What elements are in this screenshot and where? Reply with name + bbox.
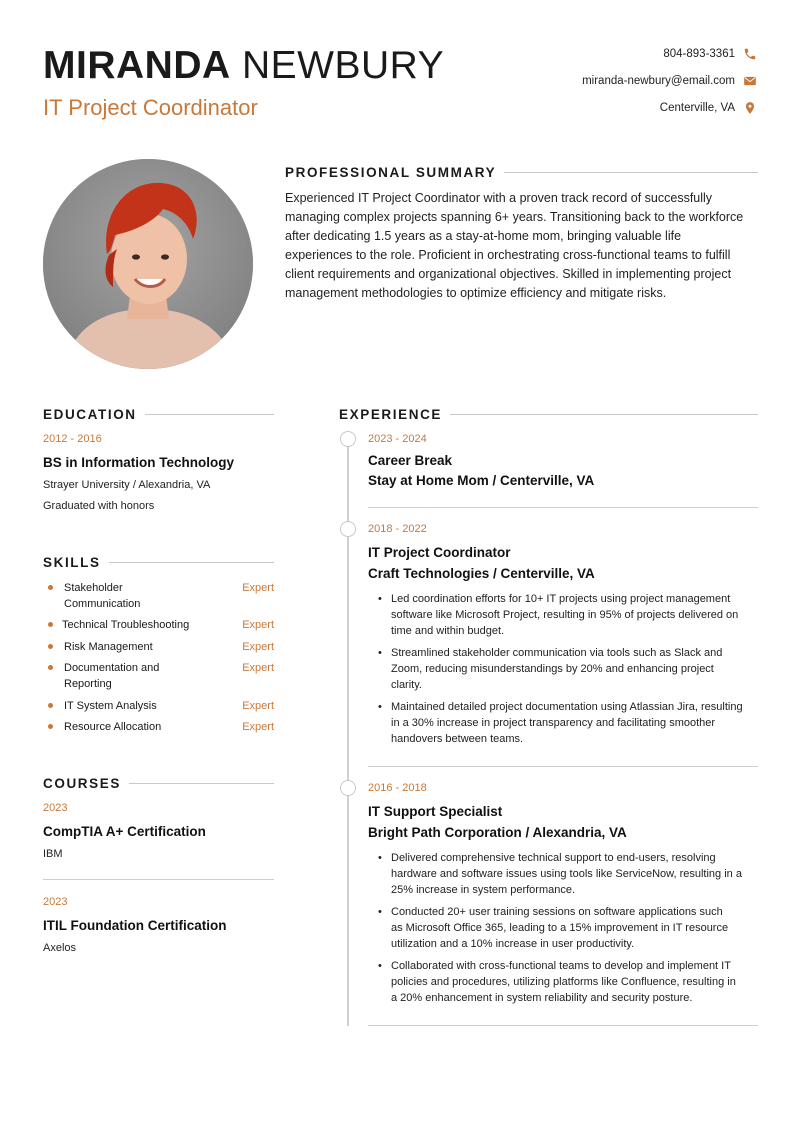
bullet-dot bbox=[48, 665, 53, 670]
bullet-line: • Streamlined stakeholder communication via tools such as Slack and bbox=[391, 647, 723, 659]
summary-line: management methodologies to optimize efficiency and mitigate risks. bbox=[285, 286, 667, 300]
skill-item bbox=[43, 698, 274, 719]
course-name: CompTIA A+ Certification bbox=[43, 824, 206, 839]
phone-icon bbox=[743, 47, 757, 61]
skill-level: Expert bbox=[242, 582, 274, 594]
candidate-name bbox=[43, 44, 444, 88]
skill-item bbox=[43, 639, 274, 660]
bullet-line: • Conducted 20+ user training sessions on software applications such bbox=[391, 906, 723, 918]
contact-location bbox=[497, 94, 757, 121]
skill-level: Expert bbox=[242, 641, 274, 653]
education-school: Strayer University / Alexandria, VA bbox=[43, 479, 211, 491]
summary-line: client requirements and organizational objectives. Skilled in implementing project bbox=[285, 267, 732, 281]
bullet-line: in a 30% increase in project transparency and facilitating smoother bbox=[391, 717, 716, 729]
education-degree: BS in Information Technology bbox=[43, 455, 234, 470]
job-bullet bbox=[378, 591, 758, 639]
summary-heading-text: PROFESSIONAL SUMMARY bbox=[285, 164, 497, 180]
job-dates: 2023 - 2024 bbox=[368, 433, 427, 445]
course-year: 2023 bbox=[43, 802, 68, 814]
location-pin-icon bbox=[743, 101, 757, 115]
job-bullets bbox=[378, 591, 758, 753]
timeline-node bbox=[340, 780, 356, 796]
contact-block bbox=[497, 40, 757, 121]
bullet-dot bbox=[48, 644, 53, 649]
job-dates: 2018 - 2022 bbox=[368, 523, 427, 535]
bullet-line: Zoom, reducing misunderstandings by 20% and enhancing project bbox=[391, 663, 714, 675]
skills-heading bbox=[43, 553, 274, 571]
course-provider: Axelos bbox=[43, 942, 77, 954]
job-bullet bbox=[378, 645, 758, 693]
email-text: miranda-newbury@email.com bbox=[582, 74, 735, 87]
course-provider: IBM bbox=[43, 848, 63, 860]
skill-name-cont: Reporting bbox=[64, 678, 112, 690]
skill-item bbox=[43, 617, 274, 639]
job-organization: Bright Path Corporation / Alexandria, VA bbox=[368, 825, 627, 840]
skill-name: Documentation and bbox=[64, 662, 160, 674]
job-title: IT Project Coordinator bbox=[43, 95, 258, 120]
skills-heading-rule bbox=[109, 562, 274, 563]
job-title: Career Break bbox=[368, 453, 453, 468]
skill-level: Expert bbox=[242, 700, 274, 712]
timeline-node bbox=[340, 431, 356, 447]
experience-heading-text: EXPERIENCE bbox=[339, 406, 443, 422]
bullet-line: • Delivered comprehensive technical support to end-users, resolving bbox=[391, 852, 716, 864]
skill-level: Expert bbox=[242, 619, 274, 631]
courses-heading bbox=[43, 774, 274, 792]
skill-item bbox=[43, 580, 274, 617]
summary-line: after dedicating 1.5 years as a stay-at-home mom, bringing valuable life bbox=[285, 229, 682, 243]
job-organization: Craft Technologies / Centerville, VA bbox=[368, 566, 595, 581]
job-bullet bbox=[378, 850, 758, 898]
job-organization: Stay at Home Mom / Centerville, VA bbox=[368, 473, 595, 488]
skill-name: Resource Allocation bbox=[64, 721, 162, 733]
profile-photo bbox=[43, 159, 253, 369]
job-bullet bbox=[378, 904, 758, 952]
last-name: NEWBURY bbox=[242, 44, 445, 87]
job-dates: 2016 - 2018 bbox=[368, 782, 427, 794]
skill-name: Risk Management bbox=[64, 641, 153, 653]
summary-heading bbox=[285, 163, 758, 181]
first-name: MIRANDA bbox=[43, 44, 231, 87]
summary-text bbox=[285, 189, 760, 303]
experience-heading-rule bbox=[450, 414, 758, 415]
job-title: IT Support Specialist bbox=[368, 804, 503, 819]
envelope-icon bbox=[743, 74, 757, 88]
bullet-line: time and within budget. bbox=[391, 625, 505, 637]
bullet-line: software like Microsoft Project, resulting in 95% of projects delivered on bbox=[391, 609, 739, 621]
course-year: 2023 bbox=[43, 896, 68, 908]
location-text: Centerville, VA bbox=[659, 101, 735, 114]
bullet-line: • Maintained detailed project documentation using Atlassian Jira, resulting bbox=[391, 701, 743, 713]
job-bullets bbox=[378, 850, 758, 1012]
skills-list bbox=[43, 580, 274, 740]
course-name: ITIL Foundation Certification bbox=[43, 918, 227, 933]
summary-heading-rule bbox=[504, 172, 758, 173]
courses-heading-rule bbox=[129, 783, 274, 784]
education-heading-text: EDUCATION bbox=[43, 406, 137, 422]
experience-heading bbox=[339, 405, 758, 423]
contact-email bbox=[497, 67, 757, 94]
bullet-line: clarity. bbox=[391, 679, 422, 691]
bullet-line: 25% increase in system performance. bbox=[391, 884, 576, 896]
job-divider bbox=[368, 1025, 758, 1026]
skill-name-cont: Communication bbox=[64, 598, 141, 610]
bullet-line: • Collaborated with cross-functional teams to develop and implement IT bbox=[391, 960, 731, 972]
education-note: Graduated with honors bbox=[43, 500, 155, 512]
bullet-dot bbox=[48, 703, 53, 708]
summary-line: Experienced IT Project Coordinator with a proven track record of successfully bbox=[285, 191, 713, 205]
summary-line: managing complex projects spanning 6+ years. Transitioning back to the workforce bbox=[285, 210, 744, 224]
skill-name: Technical Troubleshooting bbox=[62, 619, 190, 631]
bullet-line: utilization and a 10% increase in user productivity. bbox=[391, 938, 635, 950]
skill-level: Expert bbox=[242, 721, 274, 733]
summary-line: experiences to the role. Proficient in orchestrating cross-functional teams to fulfill bbox=[285, 248, 731, 262]
job-divider bbox=[368, 766, 758, 767]
job-divider bbox=[368, 507, 758, 508]
education-heading bbox=[43, 405, 274, 423]
education-heading-rule bbox=[145, 414, 274, 415]
bullet-line: policies and procedures, utilizing platforms like Confluence, resulting in bbox=[391, 976, 736, 988]
education-dates: 2012 - 2016 bbox=[43, 433, 102, 445]
bullet-line: handovers between teams. bbox=[391, 733, 524, 745]
job-title: IT Project Coordinator bbox=[368, 545, 511, 560]
job-bullet bbox=[378, 699, 758, 747]
bullet-line: hardware and software issues using tools like ServiceNow, resulting in a bbox=[391, 868, 742, 880]
skill-item bbox=[43, 660, 274, 698]
courses-heading-text: COURSES bbox=[43, 775, 121, 791]
phone-text: 804-893-3361 bbox=[663, 47, 735, 60]
bullet-line: a 20% enhancement in system reliability and security posture. bbox=[391, 992, 693, 1004]
timeline-node bbox=[340, 521, 356, 537]
skills-heading-text: SKILLS bbox=[43, 554, 101, 570]
bullet-dot bbox=[48, 585, 53, 590]
course-divider bbox=[43, 879, 274, 880]
contact-phone bbox=[497, 40, 757, 67]
bullet-line: • Led coordination efforts for 10+ IT projects using project management bbox=[391, 593, 731, 605]
skill-name: IT System Analysis bbox=[64, 700, 157, 712]
bullet-dot bbox=[48, 724, 53, 729]
skill-name: Stakeholder bbox=[64, 582, 123, 594]
bullet-line: as Microsoft Office 365, leading to a 15% improvement in IT resource bbox=[391, 922, 729, 934]
bullet-dot bbox=[48, 622, 53, 627]
skill-item bbox=[43, 719, 274, 740]
skill-level: Expert bbox=[242, 662, 274, 674]
job-bullet bbox=[378, 958, 758, 1006]
